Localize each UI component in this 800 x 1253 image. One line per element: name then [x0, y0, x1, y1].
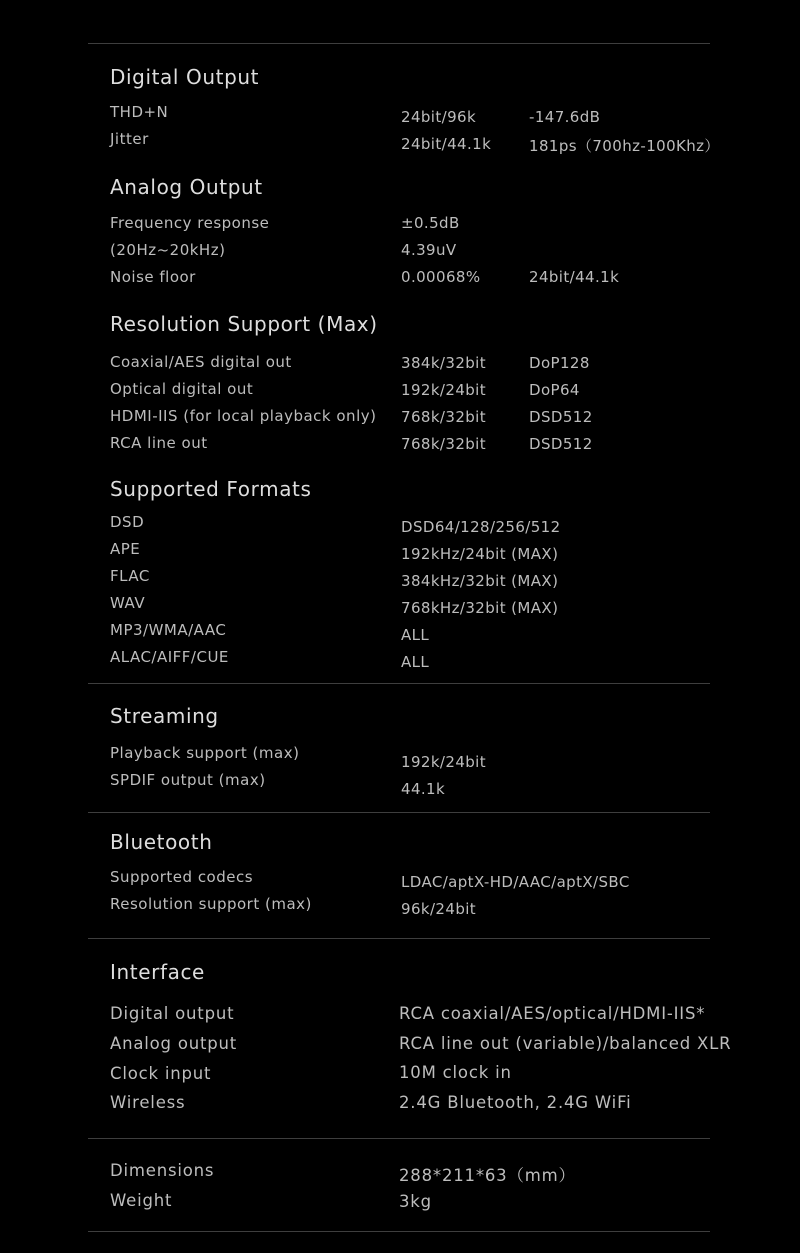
spec-label: DSD	[110, 513, 145, 531]
spec-value: 768k/32bit	[401, 435, 487, 453]
spec-value: DSD512	[529, 435, 593, 453]
spec-value: ALL	[401, 626, 430, 644]
spec-label: MP3/WMA/AAC	[110, 621, 227, 639]
divider	[88, 938, 710, 939]
spec-label-dimensions: Dimensions	[110, 1161, 215, 1180]
spec-label: SPDIF output (max)	[110, 771, 266, 789]
spec-value: ALL	[401, 653, 430, 671]
spec-label: Coaxial/AES digital out	[110, 353, 292, 371]
spec-label: Noise floor	[110, 268, 196, 286]
divider-top	[88, 43, 710, 44]
spec-value: 768kHz/32bit (MAX)	[401, 599, 559, 617]
spec-label: HDMI-IIS (for local playback only)	[110, 407, 377, 425]
spec-value: DoP64	[529, 381, 580, 399]
spec-value: RCA coaxial/AES/optical/HDMI-IIS*	[399, 1004, 706, 1023]
spec-label-jitter: Jitter	[110, 130, 149, 148]
spec-label: RCA line out	[110, 434, 208, 452]
spec-value: 2.4G Bluetooth, 2.4G WiFi	[399, 1093, 632, 1112]
spec-label: Clock input	[110, 1064, 212, 1083]
spec-value: LDAC/aptX-HD/AAC/aptX/SBC	[401, 873, 630, 891]
spec-value: 0.00068%	[401, 268, 481, 286]
divider-bottom	[88, 1231, 710, 1232]
divider	[88, 683, 710, 684]
spec-value: 181ps（700hz-100Khz）	[529, 137, 720, 155]
spec-label: FLAC	[110, 567, 150, 585]
section-title: Streaming	[110, 704, 219, 728]
spec-value: 384k/32bit	[401, 354, 487, 372]
spec-label: (20Hz~20kHz)	[110, 241, 226, 259]
spec-value: DoP128	[529, 354, 590, 372]
section-title: Analog Output	[110, 175, 263, 199]
spec-value-dimensions: 288*211*63（mm）	[399, 1166, 576, 1185]
spec-label: Supported codecs	[110, 868, 254, 886]
spec-label: Optical digital out	[110, 380, 254, 398]
divider	[88, 1138, 710, 1139]
section-title: Bluetooth	[110, 830, 213, 854]
section-title: Interface	[110, 960, 205, 984]
spec-label: WAV	[110, 594, 146, 612]
spec-value: 192k/24bit	[401, 753, 487, 771]
section-title: Supported Formats	[110, 477, 312, 501]
spec-value: 192k/24bit	[401, 381, 487, 399]
spec-value: 384kHz/32bit (MAX)	[401, 572, 559, 590]
spec-value: 44.1k	[401, 780, 446, 798]
spec-value: 4.39uV	[401, 241, 457, 259]
spec-value: 768k/32bit	[401, 408, 487, 426]
spec-label: ALAC/AIFF/CUE	[110, 648, 229, 666]
spec-value: 24bit/44.1k	[401, 135, 492, 153]
spec-value: 24bit/44.1k	[529, 268, 620, 286]
spec-value: -147.6dB	[529, 108, 601, 126]
spec-label: APE	[110, 540, 141, 558]
spec-label: Frequency response	[110, 214, 270, 232]
section-title: Resolution Support (Max)	[110, 312, 378, 336]
spec-value-weight: 3kg	[399, 1192, 432, 1211]
spec-value: RCA line out (variable)/balanced XLR	[399, 1034, 732, 1053]
spec-value: 24bit/96k	[401, 108, 477, 126]
spec-label: Wireless	[110, 1093, 186, 1112]
spec-label: Resolution support (max)	[110, 895, 312, 913]
spec-value: DSD512	[529, 408, 593, 426]
section-title: Digital Output	[110, 65, 260, 89]
spec-value: 10M clock in	[399, 1063, 512, 1082]
spec-value: ±0.5dB	[401, 214, 460, 232]
spec-label-thdn: THD+N	[110, 103, 169, 121]
spec-value: 96k/24bit	[401, 900, 477, 918]
spec-value: 192kHz/24bit (MAX)	[401, 545, 559, 563]
spec-value: DSD64/128/256/512	[401, 518, 561, 536]
spec-label-weight: Weight	[110, 1191, 173, 1210]
spec-label: Playback support (max)	[110, 744, 300, 762]
spec-label: Digital output	[110, 1004, 235, 1023]
spec-label: Analog output	[110, 1034, 238, 1053]
divider	[88, 812, 710, 813]
